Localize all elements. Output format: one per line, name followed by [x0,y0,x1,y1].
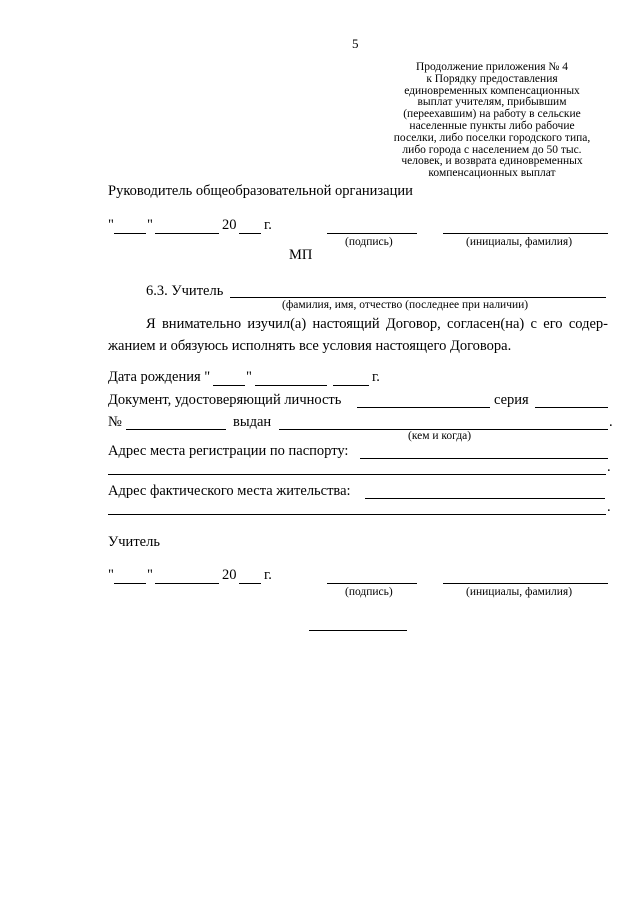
agreement-line-1: Я внимательно изучил(а) настоящий Договор, согласен(на) с его содер- [146,316,608,332]
appendix-line: выплат учителям, прибывшим [417,96,567,109]
teacher-signature-caption: (подпись) [345,586,393,598]
reg-address-field-2[interactable] [108,474,606,475]
number-field[interactable] [126,429,226,430]
birth-year-suffix: г. [372,369,380,385]
series-label: серия [494,392,529,408]
birth-quote-close: " [246,369,252,385]
stamp-label: МП [289,247,313,263]
teacher-date-quote-close: " [147,567,153,583]
fact-address-label: Адрес фактического места жительства: [108,483,351,499]
head-signature-caption: (подпись) [345,236,393,248]
identity-doc-label: Документ, удостоверяющий личность [108,392,342,408]
appendix-header [372,62,612,180]
birth-year-field[interactable] [333,385,369,386]
appendix-line: либо города с населением до 50 тыс. [402,143,582,156]
reg-address-field[interactable] [360,458,608,459]
head-date-year-field[interactable] [239,233,261,234]
appendix-line: человек, и возврата единовременных [401,155,583,168]
birth-month-field[interactable] [255,385,327,386]
teacher-date-year-suffix: г. [264,567,272,583]
teacher-signature-title: Учитель [108,534,160,550]
teacher-date-month-field[interactable] [155,583,219,584]
issued-label: выдан [233,414,272,430]
teacher-initials-caption: (инициалы, фамилия) [466,586,573,598]
teacher-date-year-field[interactable] [239,583,261,584]
number-label: № [108,414,122,430]
teacher-signature-field[interactable] [327,583,417,584]
birth-day-field[interactable] [213,385,245,386]
appendix-line: компенсационных выплат [428,167,556,180]
head-initials-field[interactable] [443,233,608,234]
teacher-fio-caption: (фамилия, имя, отчество (последнее при наличии) [282,299,529,311]
head-date-year-prefix: 20 [222,217,237,233]
series-field[interactable] [535,407,608,408]
teacher-date-day-field[interactable] [114,583,146,584]
reg-address-period: . [607,459,611,475]
head-date-year-suffix: г. [264,217,272,233]
head-date-quote-open: " [108,217,114,233]
fact-address-field[interactable] [365,498,605,499]
head-initials-caption: (инициалы, фамилия) [466,236,573,248]
teacher-date-quote-open: " [108,567,114,583]
head-signature-field[interactable] [327,233,417,234]
head-title: Руководитель общеобразовательной организации [108,183,413,199]
teacher-initials-field[interactable] [443,583,608,584]
head-date-month-field[interactable] [155,233,219,234]
teacher-date-year-prefix: 20 [222,567,237,583]
fact-address-period: . [607,499,611,515]
clause-teacher-label: 6.3. Учитель [146,283,224,299]
birth-date-label: Дата рождения " [108,369,211,385]
teacher-fio-field[interactable] [230,297,606,298]
end-separator [309,630,407,631]
issued-caption: (кем и когда) [408,430,472,442]
appendix-line: единовременных компенсационных [404,84,580,97]
identity-doc-field[interactable] [357,407,490,408]
appendix-line: Продолжение приложения № 4 [415,61,569,73]
agreement-line-2: жанием и обязуюсь исполнять все условия настоящего Договора. [108,338,512,354]
issued-period: . [609,414,613,430]
appendix-line: к Порядку предоставления [426,72,558,85]
page-number: 5 [352,36,359,51]
appendix-line: поселки, либо поселки городского типа, [393,131,591,144]
appendix-line: (переехавшим) на работу в сельские [403,108,581,121]
agreement-paragraph [108,313,608,357]
head-date-quote-close: " [147,217,153,233]
reg-address-label: Адрес места регистрации по паспорту: [108,443,349,459]
appendix-line: населенные пункты либо рабочие [409,119,575,132]
head-date-day-field[interactable] [114,233,146,234]
fact-address-field-2[interactable] [108,514,606,515]
